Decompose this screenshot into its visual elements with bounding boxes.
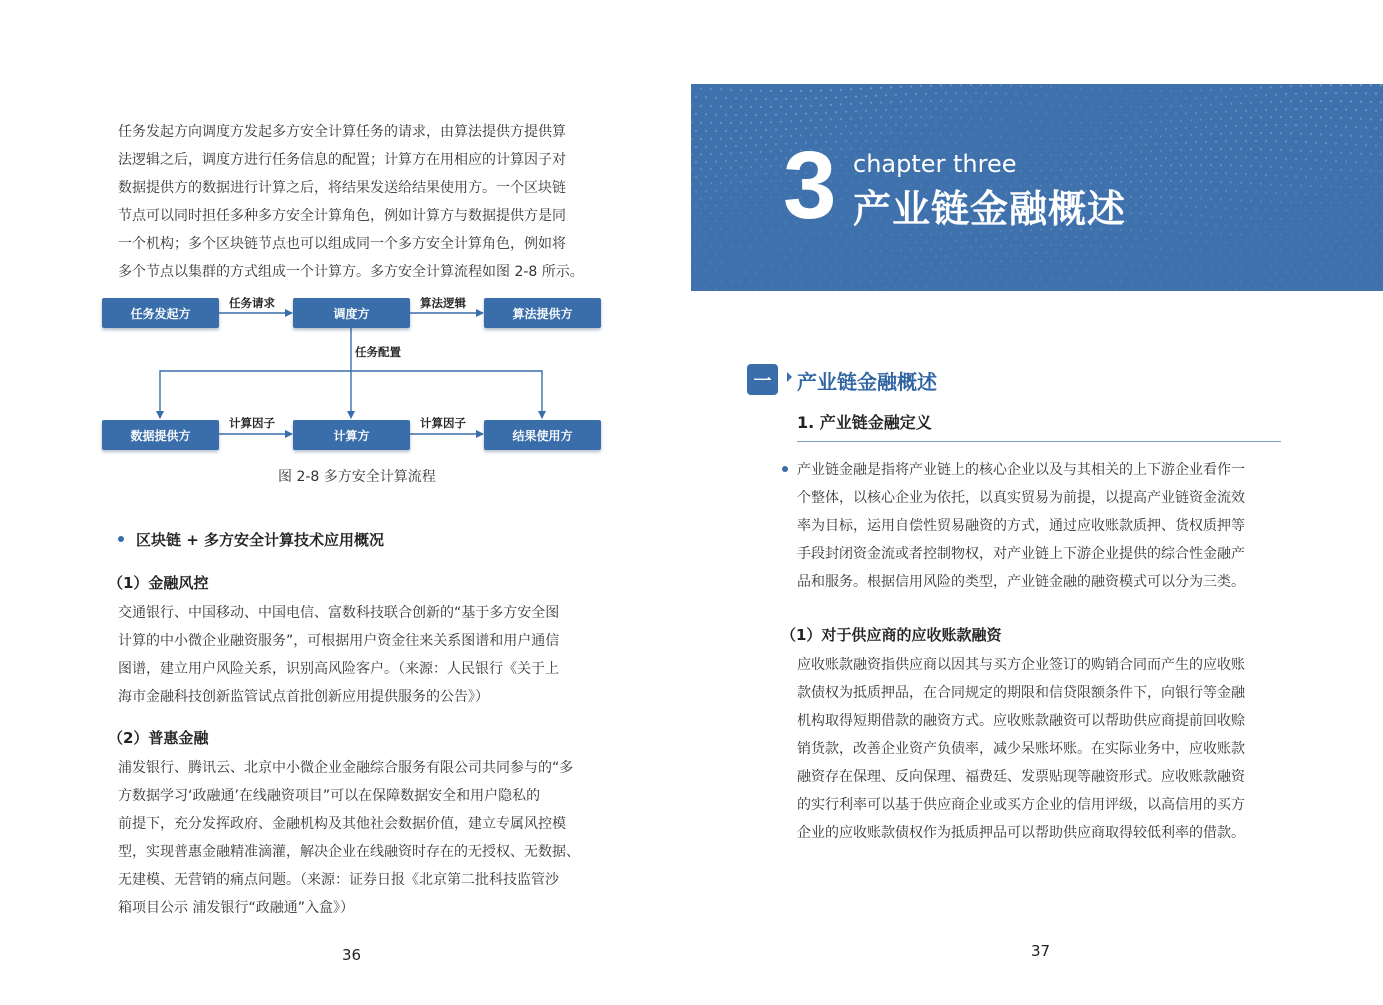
definition-title: 1. 产业链金融定义 — [797, 413, 932, 432]
inclusive-line: 箱项目公示 浦发银行“政融通”入盒》） — [118, 900, 354, 916]
definition-line: 产业链金融是指将产业链上的核心企业以及与其相关的上下游企业看作一 — [797, 462, 1245, 478]
node-compute: 计算方 — [293, 420, 410, 450]
subsection-paragraph-inclusive — [118, 754, 603, 922]
left-page — [0, 0, 691, 1005]
receivables-paragraph — [797, 651, 1282, 847]
edge-config-left-line — [160, 371, 351, 418]
node-initiator: 任务发起方 — [102, 298, 219, 328]
inclusive-line: 方数据学习‘政融通’在线融资项目”可以在保障数据安全和用户隐私的 — [118, 788, 541, 804]
receivables-line: 机构取得短期借款的融资方式。应收账款融资可以帮助供应商提前回收赊 — [797, 713, 1245, 729]
node-scheduler: 调度方 — [293, 298, 410, 328]
definition-paragraph — [797, 456, 1282, 596]
intro-line: 一个机构；多个区块链节点也可以组成同一个多方安全计算角色，例如将 — [118, 236, 566, 252]
node-result-user: 结果使用方 — [484, 420, 601, 450]
subsection-title-receivables: （1）对于供应商的应收账款融资 — [781, 626, 1002, 644]
node-data-provider: 数据提供方 — [102, 420, 219, 450]
definition-line: 品和服务。根据信用风险的类型，产业链金融的融资模式可以分为三类。 — [797, 574, 1245, 590]
chapter-english-title: chapter three — [853, 150, 1017, 178]
subsection-title-risk: （1）金融风控 — [108, 574, 209, 592]
edge-label-config: 任务配置 — [355, 345, 401, 359]
bullet-heading-text: 区块链 + 多方安全计算技术应用概况 — [136, 531, 385, 549]
inclusive-line: 浦发银行、腾讯云、北京中小微企业金融综合服务有限公司共同参与的“多 — [118, 760, 574, 776]
definition-line: 手段封闭资金流或者控制物权，对产业链上下游企业提供的综合性金融产 — [797, 546, 1245, 562]
right-page — [691, 0, 1383, 1005]
bullet-heading — [118, 529, 384, 550]
receivables-line: 销货款，改善企业资产负债率，减少呆账坏账。在实际业务中，应收账款 — [797, 741, 1245, 757]
intro-line: 多个节点以集群的方式组成一个计算方。多方安全计算流程如图 2-8 所示。 — [118, 264, 584, 280]
risk-line: 交通银行、中国移动、中国电信、富数科技联合创新的“基于多方安全图 — [118, 605, 560, 621]
intro-line: 任务发起方向调度方发起多方安全计算任务的请求，由算法提供方提供算 — [118, 124, 566, 140]
subsection-title-inclusive: （2）普惠金融 — [108, 729, 209, 747]
risk-line: 计算的中小微企业融资服务”，可根据用户资金往来关系图谱和用户通信 — [118, 633, 560, 649]
inclusive-line: 型，实现普惠金融精准滴灌，解决企业在线融资时存在的无授权、无数据、 — [118, 844, 580, 860]
page-number-right: 37 — [1031, 942, 1051, 960]
receivables-line: 融资存在保理、反向保理、福费廷、发票贴现等融资形式。应收账款融资 — [797, 769, 1245, 785]
definition-line: 个整体，以核心企业为依托，以真实贸易为前提，以提高产业链资金流效 — [797, 490, 1245, 506]
page-number-left: 36 — [342, 946, 362, 964]
figure-caption: 图 2-8 多方安全计算流程 — [278, 469, 436, 485]
node-algorithm-provider: 算法提供方 — [484, 298, 601, 328]
receivables-line: 企业的应收账款债权作为抵质押品可以帮助供应商取得较低利率的借款。 — [797, 825, 1245, 841]
receivables-line: 款债权为抵质押品，在合同规定的期限和信贷限额条件下，向银行等金融 — [797, 685, 1245, 701]
edge-label-logic: 算法逻辑 — [420, 296, 466, 310]
chapter-banner — [691, 84, 1383, 291]
receivables-line: 的实行利率可以基于供应商企业或买方企业的信用评级，以高信用的买方 — [797, 797, 1245, 813]
section-title: 产业链金融概述 — [797, 370, 937, 394]
chapter-number: 3 — [783, 132, 837, 239]
intro-line: 数据提供方的数据进行计算之后，将结果发送给结果使用方。一个区块链 — [118, 180, 566, 196]
intro-line: 法逻辑之后，调度方进行任务信息的配置；计算方在用相应的计算因子对 — [118, 152, 566, 168]
risk-line: 海市金融科技创新监管试点首批创新应用提供服务的公告》） — [118, 689, 489, 705]
bullet-dot-icon — [118, 536, 124, 542]
definition-divider — [797, 441, 1281, 442]
intro-line: 节点可以同时担任多种多方安全计算角色，例如计算方与数据提供方是同 — [118, 208, 566, 224]
receivables-line: 应收账款融资指供应商以因其与买方企业签订的购销合同而产生的应收账 — [797, 657, 1245, 673]
risk-line: 图谱，建立用户风险关系，识别高风险客户。（来源：人民银行《关于上 — [118, 661, 559, 677]
edge-label-factor-2: 计算因子 — [420, 416, 466, 430]
bullet-dot-icon — [782, 466, 788, 472]
chapter-chinese-title: 产业链金融概述 — [853, 187, 1127, 231]
edge-label-request: 任务请求 — [229, 296, 275, 310]
inclusive-line: 前提下，充分发挥政府、金融机构及其他社会数据价值，建立专属风控模 — [118, 816, 566, 832]
subsection-paragraph-risk — [118, 599, 603, 711]
diagram-connectors — [0, 0, 691, 470]
inclusive-line: 无建模、无营销的痛点问题。（来源：证券日报《北京第二批科技监管沙 — [118, 872, 559, 888]
section-arrow-icon — [787, 372, 792, 382]
edge-label-factor-1: 计算因子 — [229, 416, 275, 430]
section-number-badge: 一 — [747, 364, 778, 395]
edge-config-right-line — [351, 371, 542, 418]
definition-line: 率为目标，运用自偿性贸易融资的方式，通过应收账款质押、货权质押等 — [797, 518, 1245, 534]
